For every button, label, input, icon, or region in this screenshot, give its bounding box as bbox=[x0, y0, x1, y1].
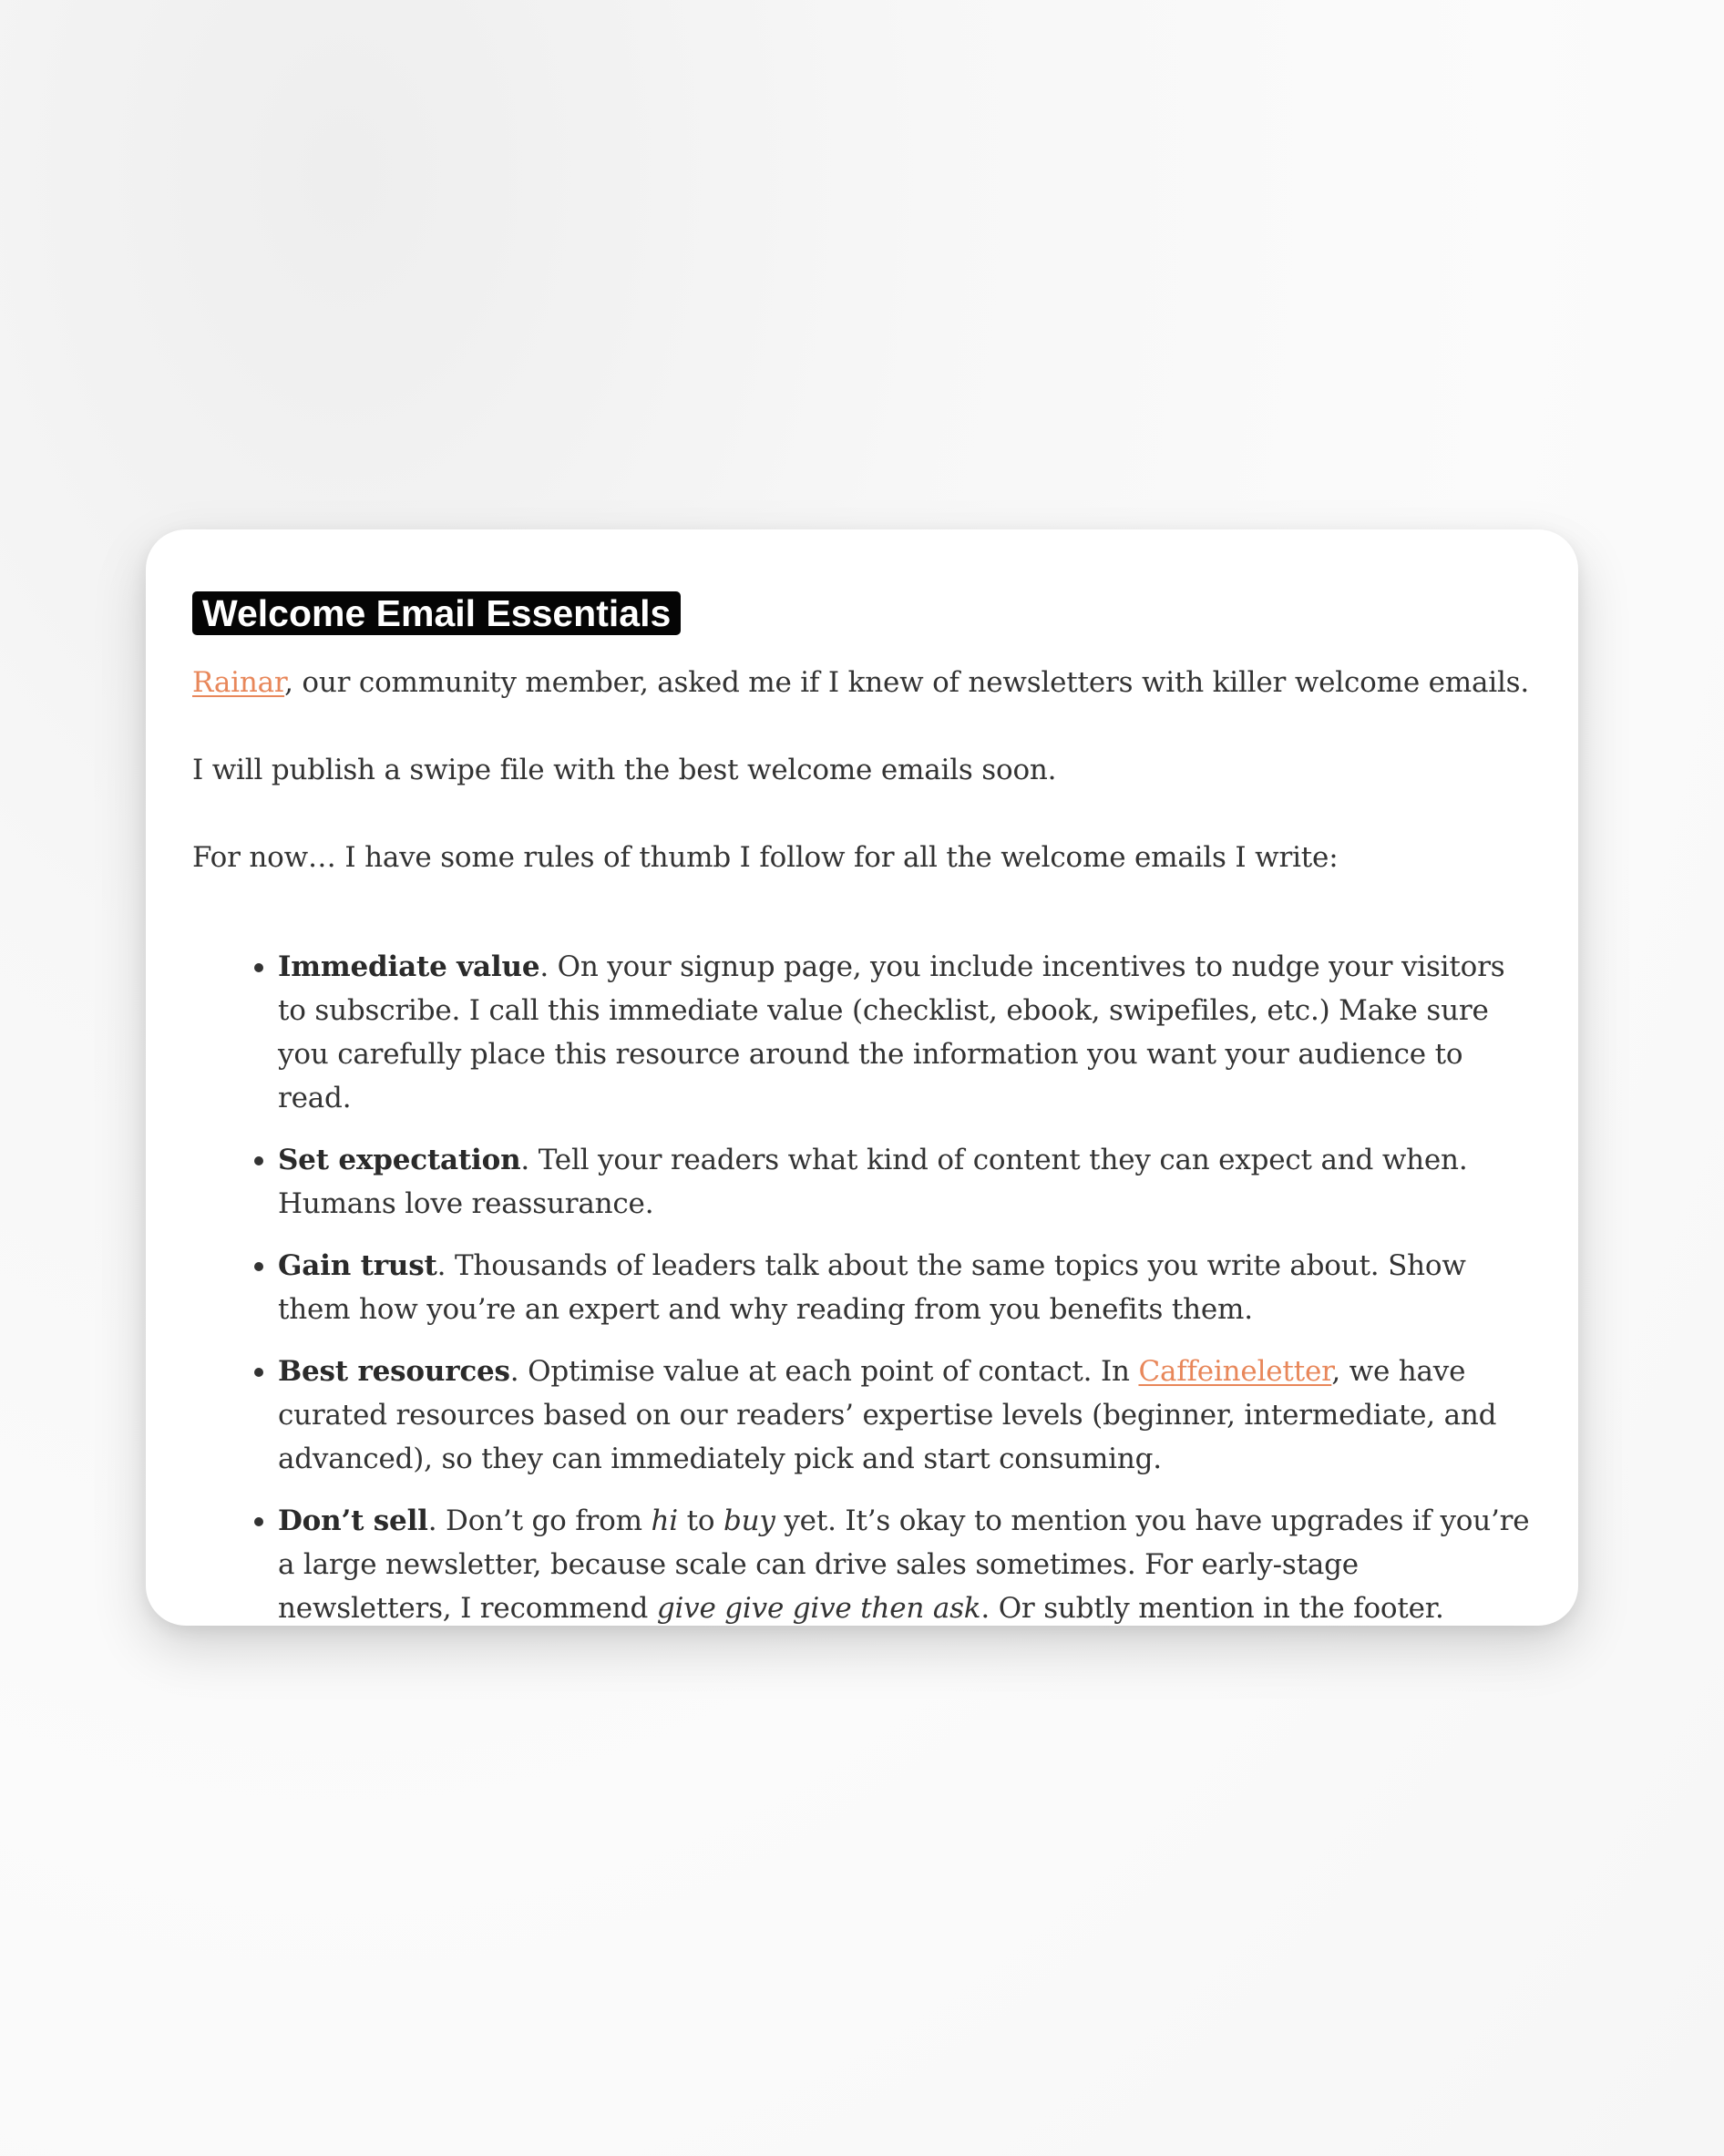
list-item bbox=[278, 1244, 1533, 1331]
rule-heading: Immediate value bbox=[278, 950, 540, 983]
list-item bbox=[278, 1350, 1533, 1481]
rule-text: yet. It’s okay to mention you have upgrades if you’re a large newsletter, because scale can drive sales sometimes. For early-stage newsletters, I recommend bbox=[278, 1504, 1530, 1625]
list-item bbox=[278, 1499, 1533, 1630]
rule-text: . Don’t go from bbox=[427, 1504, 652, 1537]
swipe-file-paragraph: I will publish a swipe file with the best welcome emails soon. bbox=[192, 754, 1057, 786]
content-card bbox=[146, 529, 1578, 1626]
rule-heading: Set expectation bbox=[278, 1144, 521, 1176]
rule-heading: Gain trust bbox=[278, 1249, 437, 1282]
page-title: Welcome Email Essentials bbox=[192, 591, 681, 635]
list-item bbox=[278, 1138, 1533, 1226]
rainar-link[interactable]: Rainar bbox=[192, 666, 285, 699]
rule-text: . Or subtly mention in the footer. bbox=[980, 1592, 1444, 1625]
rule-text: . Tell your readers what kind of content they can expect and when. Humans love reassurance. bbox=[278, 1144, 1468, 1220]
rule-text: . Thousands of leaders talk about the same topics you write about. Show them how you’re an expert and why reading from you benefits them. bbox=[278, 1249, 1466, 1326]
caffeineletter-link[interactable]: Caffeineletter bbox=[1138, 1355, 1332, 1388]
rule-text: . Optimise value at each point of contact. In bbox=[509, 1355, 1139, 1388]
intro-text: , our community member, asked me if I knew of newsletters with killer welcome emails. bbox=[284, 666, 1530, 699]
rule-text: to bbox=[677, 1504, 723, 1537]
list-item bbox=[278, 945, 1533, 1120]
emphasis-text: give give give then ask bbox=[656, 1592, 981, 1625]
rules-intro-paragraph: For now… I have some rules of thumb I follow for all the welcome emails I write: bbox=[192, 841, 1339, 874]
intro-paragraph bbox=[192, 664, 1533, 701]
rules-list bbox=[192, 945, 1533, 1630]
emphasis-text: buy bbox=[723, 1504, 775, 1537]
rule-heading: Best resources bbox=[278, 1355, 510, 1388]
rule-text: , we have curated resources based on our readers’ expertise levels (beginner, intermediate, and advanced), so they can immediately pick and start consuming. bbox=[278, 1355, 1497, 1475]
rule-heading: Don’t sell bbox=[278, 1504, 428, 1537]
rule-text: . On your signup page, you include incentives to nudge your visitors to subscribe. I call this immediate value (checklist, ebook, swipefiles, etc.) Make sure you carefully place this resource around the information you want your audience to read. bbox=[278, 950, 1505, 1114]
emphasis-text: hi bbox=[651, 1504, 678, 1537]
